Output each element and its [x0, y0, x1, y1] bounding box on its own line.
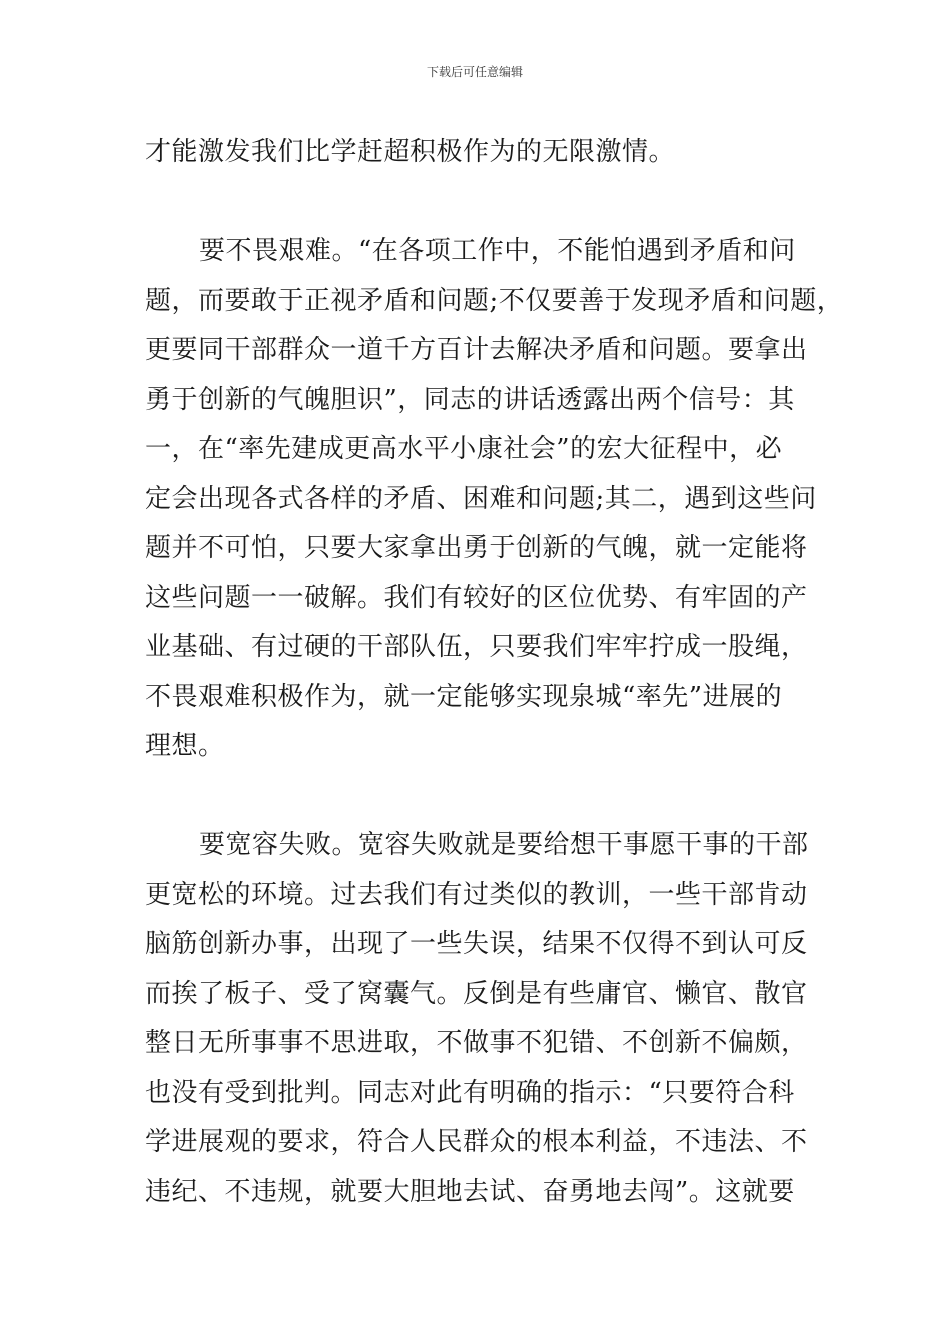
text-line: 整日无所事事不思进取，不做事不犯错、不创新不偏颇， — [145, 1028, 808, 1058]
text-line: 业基础、有过硬的干部队伍，只要我们牢牢拧成一股绳， — [145, 632, 808, 662]
paragraph-spacer — [145, 178, 815, 228]
text-line: 一，在“率先建成更高水平小康社会”的宏大征程中，必 — [145, 434, 783, 464]
text-line: 更要同干部群众一道千方百计去解决矛盾和问题。要拿出 — [145, 335, 808, 365]
paragraph — [145, 227, 844, 772]
text-line: 理想。 — [145, 731, 225, 761]
text-line: 违纪、不违规，就要大胆地去试、奋勇地去闯”。这就要 — [145, 1176, 795, 1207]
text-line: 定会出现各式各样的矛盾、困难和问题;其二，遇到这些问 — [145, 483, 817, 514]
text-line: 也没有受到批判。同志对此有明确的指示：“只要符合科 — [145, 1077, 795, 1108]
text-line: 勇于创新的气魄胆识”，同志的讲话透露出两个信号：其 — [145, 384, 795, 415]
text-line: 脑筋创新办事，出现了一些失误，结果不仅得不到认可反 — [145, 929, 808, 959]
document-body — [145, 128, 844, 1217]
text-line: 题，而要敢于正视矛盾和问题;不仅要善于发现矛盾和问题， — [145, 285, 844, 316]
text-line: 要不畏艰难。“在各项工作中，不能怕遇到矛盾和问 — [199, 236, 796, 266]
text-line: 不畏艰难积极作为，就一定能够实现泉城“率先”进展的 — [145, 681, 783, 712]
paragraph — [145, 128, 815, 178]
text-line: 这些问题一一破解。我们有较好的区位优势、有牢固的产 — [145, 582, 808, 613]
page-header: 下载后可任意编辑 — [426, 65, 523, 79]
text-line: 要宽容失败。宽容失败就是要给想干事愿干事的干部 — [199, 830, 809, 860]
text-line: 才能激发我们比学赶超积极作为的无限激情。 — [145, 137, 676, 167]
text-line: 而挨了板子、受了窝囊气。反倒是有些庸官、懒官、散官 — [145, 978, 808, 1009]
text-line: 题并不可怕，只要大家拿出勇于创新的气魄，就一定能将 — [145, 533, 808, 563]
paragraph — [145, 821, 815, 1217]
paragraph-spacer — [145, 772, 815, 822]
text-line: 学进展观的要求，符合人民群众的根本利益，不违法、不 — [145, 1127, 808, 1157]
text-line: 更宽松的环境。过去我们有过类似的教训，一些干部肯动 — [145, 879, 808, 910]
